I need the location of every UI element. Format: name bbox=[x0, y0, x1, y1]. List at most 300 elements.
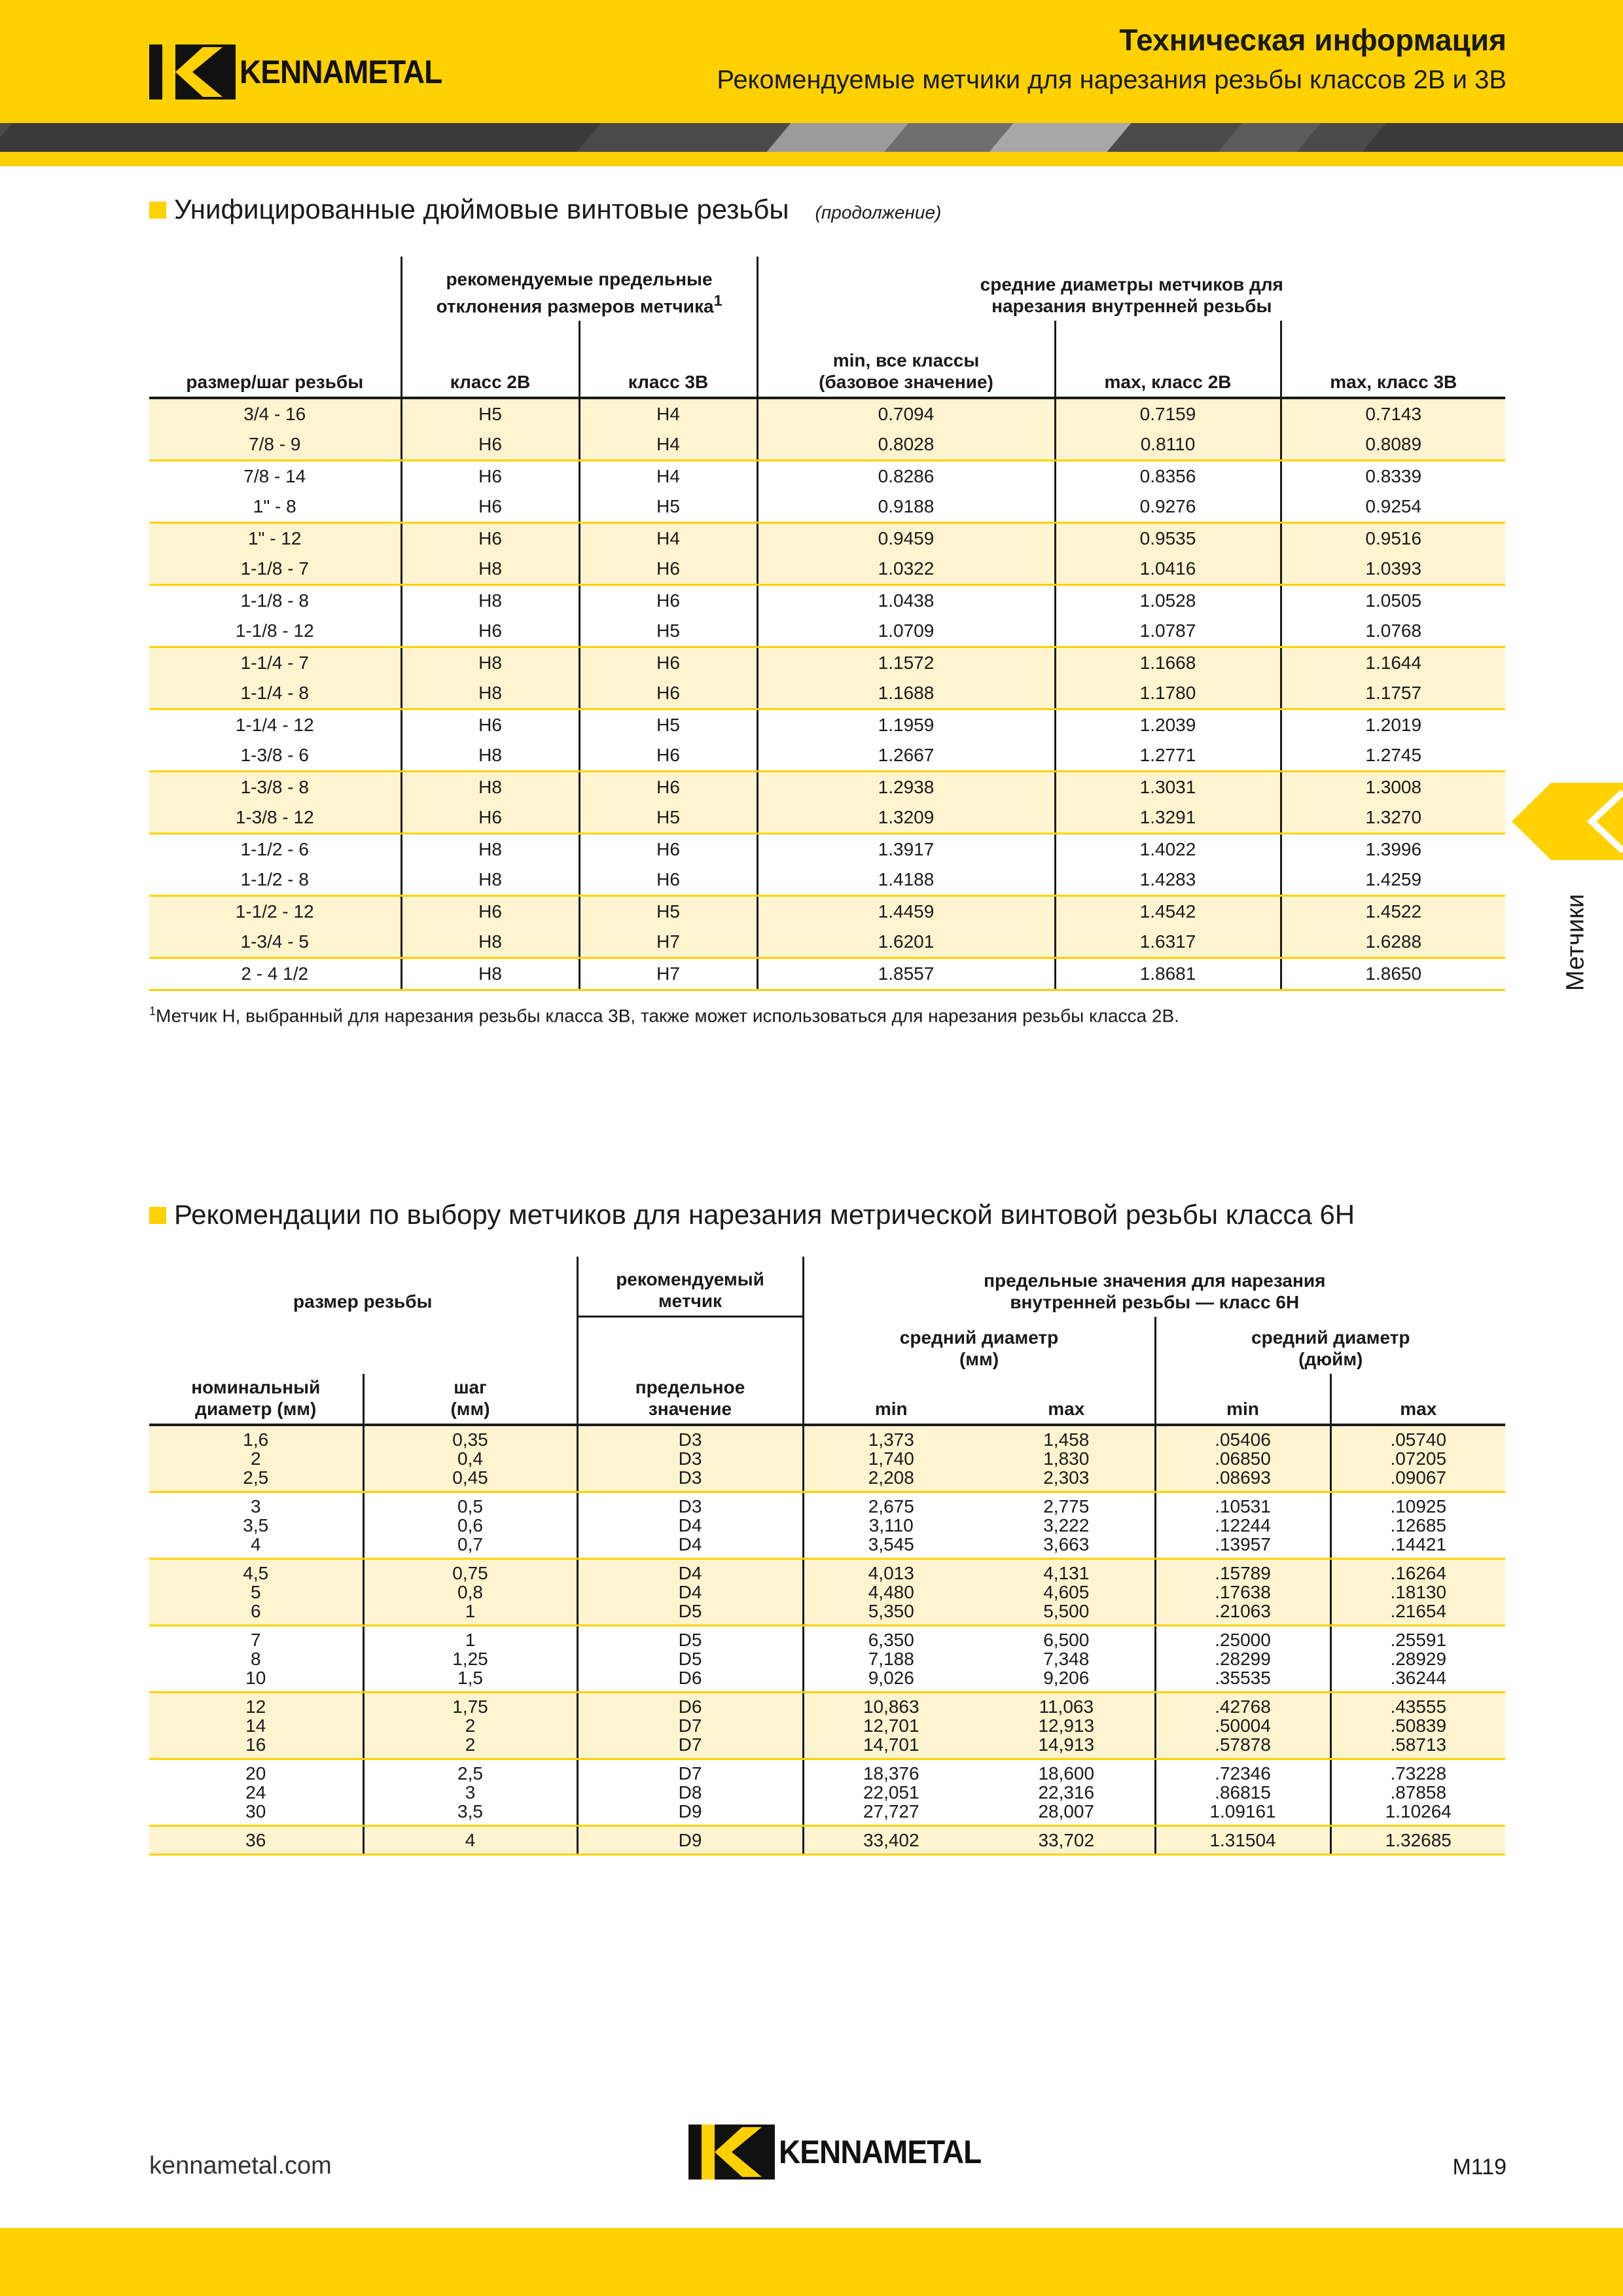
table-cell: 0.7143 bbox=[1281, 398, 1505, 429]
table-cell: H6 bbox=[579, 834, 757, 865]
table-cell: 1-1/2 - 6 bbox=[240, 839, 309, 859]
cell-value: 22,051 bbox=[863, 1782, 919, 1803]
cell-value: 0,45 bbox=[452, 1467, 488, 1488]
cell-value: 1,5 bbox=[457, 1668, 483, 1688]
table-cell bbox=[1155, 1826, 1330, 1855]
table-cell: H5 bbox=[579, 802, 757, 834]
table-cell bbox=[149, 1826, 363, 1855]
table-cell: H6 bbox=[579, 740, 757, 772]
table-cell bbox=[577, 1492, 803, 1559]
section-square-icon bbox=[149, 202, 166, 219]
cell-value: .25000 bbox=[1215, 1630, 1271, 1650]
table-cell: 0.7159 bbox=[1055, 398, 1281, 429]
cell-value: 0,6 bbox=[457, 1515, 483, 1535]
table-row bbox=[149, 896, 1505, 927]
cell-value: 5,350 bbox=[868, 1601, 914, 1621]
table-cell bbox=[149, 1759, 363, 1826]
cell-value: 4 bbox=[250, 1534, 261, 1554]
cell-value: .35535 bbox=[1215, 1668, 1271, 1688]
table-cell: 1-1/8 - 12 bbox=[149, 616, 401, 647]
table-cell bbox=[803, 1759, 978, 1826]
col-inch-min: min bbox=[1155, 1374, 1330, 1425]
table-cell: 1.0438 bbox=[757, 585, 1055, 617]
cell-value: 20 bbox=[245, 1763, 266, 1784]
col-min: min, все классы (базовое значение) bbox=[757, 321, 1055, 398]
cell-value: .50004 bbox=[1215, 1715, 1271, 1736]
inch-thread-table-body bbox=[149, 398, 1505, 990]
cell-value: 33,702 bbox=[1038, 1830, 1095, 1850]
cell-value: .18130 bbox=[1390, 1582, 1447, 1602]
table-cell: H7 bbox=[579, 927, 757, 958]
cell-value: 12,913 bbox=[1038, 1715, 1095, 1736]
cell-value: 1,458 bbox=[1043, 1429, 1090, 1450]
table-cell: 1.0709 bbox=[757, 616, 1055, 647]
table-cell: H6 bbox=[401, 429, 579, 461]
table-cell: H6 bbox=[579, 772, 757, 803]
cell-value: 12 bbox=[245, 1696, 266, 1717]
col-mm-max: max bbox=[978, 1374, 1155, 1425]
table-cell: 1.1780 bbox=[1055, 678, 1281, 709]
cell-value: D3 bbox=[678, 1467, 702, 1488]
cell-value: .13957 bbox=[1215, 1534, 1271, 1554]
table-row bbox=[149, 647, 1505, 679]
table-cell: 1.2938 bbox=[757, 772, 1055, 803]
table-cell bbox=[363, 1425, 577, 1492]
table-cell: 0.8286 bbox=[757, 461, 1055, 492]
cell-value: 14 bbox=[245, 1715, 266, 1736]
cell-value: .12244 bbox=[1215, 1515, 1271, 1535]
cell-value: 2,208 bbox=[868, 1467, 914, 1488]
table-cell bbox=[363, 1693, 577, 1759]
metric-thread-table bbox=[149, 1257, 1505, 1856]
section2-heading bbox=[149, 1199, 1355, 1230]
cell-value: 14,701 bbox=[863, 1734, 919, 1755]
cell-value: 1,75 bbox=[452, 1696, 488, 1717]
cell-value: .42768 bbox=[1215, 1696, 1271, 1717]
header-thin-band bbox=[0, 152, 1623, 166]
table-cell: 1.4459 bbox=[757, 896, 1055, 927]
cell-value: 2,775 bbox=[1043, 1496, 1090, 1516]
section1-title: Унифицированные дюймовые винтовые резьбы bbox=[174, 194, 789, 224]
cell-value: D3 bbox=[678, 1448, 702, 1469]
table-cell bbox=[978, 1559, 1155, 1626]
col-class-3b: класс 3В bbox=[579, 321, 757, 398]
table-cell: H6 bbox=[401, 461, 579, 492]
col-limit-value: предельное значение bbox=[577, 1374, 803, 1425]
table-cell bbox=[149, 1492, 363, 1559]
table-cell: 1-1/2 - 8 bbox=[149, 865, 401, 896]
table-row bbox=[149, 429, 1505, 461]
cell-value: 0,8 bbox=[457, 1582, 483, 1602]
table-cell: H5 bbox=[579, 616, 757, 647]
cell-value: .16264 bbox=[1390, 1563, 1447, 1583]
cell-value: 1 bbox=[465, 1630, 476, 1650]
cell-value: D4 bbox=[678, 1582, 702, 1602]
page-number: M119 bbox=[1452, 2155, 1507, 2179]
cell-value: .08693 bbox=[1215, 1467, 1271, 1488]
cell-value: 5 bbox=[250, 1582, 261, 1602]
table-row bbox=[149, 709, 1505, 741]
table-cell: H8 bbox=[401, 834, 579, 865]
cell-value: D7 bbox=[678, 1763, 702, 1784]
table-cell: 1.8557 bbox=[757, 958, 1055, 990]
table-cell: 0.8339 bbox=[1281, 461, 1505, 492]
table-cell: H8 bbox=[401, 865, 579, 896]
cell-value: D4 bbox=[678, 1515, 702, 1535]
table-cell: 1.1688 bbox=[757, 678, 1055, 709]
table-row bbox=[149, 772, 1505, 803]
cell-value: 4 bbox=[465, 1830, 476, 1850]
table-cell: 1.4022 bbox=[1055, 834, 1281, 865]
table-cell: 1.1572 bbox=[757, 647, 1055, 679]
table-cell: 2 - 4 1/2 bbox=[149, 958, 401, 990]
cell-value: 3,5 bbox=[243, 1515, 269, 1535]
cell-value: 6,350 bbox=[868, 1630, 914, 1650]
cell-value: 3,5 bbox=[457, 1801, 483, 1821]
table-cell: 1-3/8 - 12 bbox=[149, 802, 401, 834]
table-cell: H4 bbox=[579, 429, 757, 461]
cell-value: .58713 bbox=[1390, 1734, 1447, 1755]
table-cell: 1.4259 bbox=[1281, 865, 1505, 896]
cell-value: 7,188 bbox=[868, 1649, 914, 1669]
cell-value: .10531 bbox=[1215, 1496, 1271, 1516]
cell-value: .28929 bbox=[1390, 1649, 1447, 1669]
cell-value: D3 bbox=[678, 1429, 702, 1450]
table-cell: 1.4542 bbox=[1055, 896, 1281, 927]
col-size: размер/шаг резьбы bbox=[149, 321, 401, 398]
cell-value: 1,740 bbox=[868, 1448, 914, 1469]
table-row bbox=[149, 958, 1505, 990]
table-row bbox=[149, 1826, 1505, 1855]
cell-value: 7 bbox=[250, 1630, 261, 1650]
table-cell: 1.0393 bbox=[1281, 554, 1505, 585]
table-cell: H6 bbox=[579, 585, 757, 617]
table-cell: 1.1644 bbox=[1281, 647, 1505, 679]
cell-value: .86815 bbox=[1215, 1782, 1271, 1803]
cell-value: 18,600 bbox=[1038, 1763, 1095, 1784]
footer-logo bbox=[688, 2125, 999, 2179]
cell-value: 1,830 bbox=[1043, 1448, 1090, 1469]
table-cell: H4 bbox=[579, 523, 757, 554]
cell-value: D6 bbox=[678, 1696, 702, 1717]
cell-value: .12685 bbox=[1390, 1515, 1447, 1535]
cell-value: 1.10264 bbox=[1385, 1801, 1452, 1821]
section2-title: Рекомендации по выбору метчиков для нарезания метрической винтовой резьбы класса 6H bbox=[174, 1199, 1355, 1230]
table-cell: 0.7094 bbox=[757, 398, 1055, 429]
table-cell: 1.3270 bbox=[1281, 802, 1505, 834]
table-cell: 1.0505 bbox=[1281, 585, 1505, 617]
table-cell: 1.4283 bbox=[1055, 865, 1281, 896]
cell-value: 10 bbox=[245, 1668, 266, 1688]
table-cell bbox=[978, 1826, 1155, 1855]
table-cell: 1.6201 bbox=[757, 927, 1055, 958]
cell-value: 1,373 bbox=[868, 1429, 914, 1450]
table-row bbox=[149, 865, 1505, 896]
page-title: Техническая информация bbox=[1119, 23, 1507, 57]
header-size-group: размер резьбы bbox=[293, 1291, 433, 1312]
table-row bbox=[149, 1492, 1505, 1559]
table-cell: H4 bbox=[579, 398, 757, 429]
table-cell bbox=[1155, 1693, 1330, 1759]
table-row bbox=[149, 834, 1505, 865]
cell-value: 0,5 bbox=[457, 1496, 483, 1516]
cell-value: D5 bbox=[678, 1601, 702, 1621]
table-cell bbox=[803, 1693, 978, 1759]
table-cell: 1.1668 bbox=[1055, 647, 1281, 679]
cell-value: .10925 bbox=[1390, 1496, 1447, 1516]
table-cell: H8 bbox=[401, 678, 579, 709]
section-square-icon bbox=[149, 1207, 166, 1224]
table-cell bbox=[1330, 1492, 1505, 1559]
cell-value: D3 bbox=[678, 1496, 702, 1516]
cell-value: 1.31504 bbox=[1209, 1830, 1276, 1850]
header-inch-group: средний диаметр (дюйм) bbox=[1155, 1317, 1505, 1374]
table-cell: 1-1/8 - 7 bbox=[149, 554, 401, 585]
table-cell: 1-1/4 - 8 bbox=[149, 678, 401, 709]
col-max-3b: max, класс 3В bbox=[1281, 321, 1505, 398]
table-row bbox=[149, 740, 1505, 772]
section1-heading bbox=[149, 194, 941, 225]
cell-value: D9 bbox=[678, 1830, 702, 1850]
table-row bbox=[149, 678, 1505, 709]
table-cell: 0.9516 bbox=[1281, 523, 1505, 554]
table-cell: 0.9535 bbox=[1055, 523, 1281, 554]
footer-url[interactable]: kennametal.com bbox=[149, 2152, 332, 2179]
cell-value: .17638 bbox=[1215, 1582, 1271, 1602]
table-cell bbox=[1330, 1826, 1505, 1855]
cell-value: 1.09161 bbox=[1209, 1801, 1276, 1821]
cell-value: .72346 bbox=[1215, 1763, 1271, 1784]
table-row bbox=[149, 585, 1505, 617]
table-cell bbox=[1155, 1492, 1330, 1559]
kennametal-logo-icon bbox=[149, 45, 236, 99]
table-row bbox=[149, 1425, 1505, 1492]
table-cell: 1-1/4 - 12 bbox=[235, 715, 314, 735]
table-cell: 1.0416 bbox=[1055, 554, 1281, 585]
table-cell bbox=[577, 1759, 803, 1826]
table-cell: H6 bbox=[579, 865, 757, 896]
col-inch-max: max bbox=[1330, 1374, 1505, 1425]
table-cell bbox=[978, 1693, 1155, 1759]
table-cell: 1.6317 bbox=[1055, 927, 1281, 958]
cell-value: 18,376 bbox=[863, 1763, 919, 1784]
table-cell bbox=[149, 1425, 363, 1492]
table-cell: 1.6288 bbox=[1281, 927, 1505, 958]
table-row bbox=[149, 1559, 1505, 1626]
cell-value: 36 bbox=[245, 1830, 266, 1850]
cell-value: 1 bbox=[465, 1601, 476, 1621]
cell-value: 1,6 bbox=[243, 1429, 269, 1450]
col-class-2b: класс 2В bbox=[401, 321, 579, 398]
cell-value: .09067 bbox=[1390, 1467, 1447, 1488]
table-cell bbox=[577, 1826, 803, 1855]
table-row bbox=[149, 523, 1505, 554]
table-row bbox=[149, 492, 1505, 523]
table-cell: 1.2771 bbox=[1055, 740, 1281, 772]
table-cell bbox=[803, 1626, 978, 1693]
table-cell bbox=[1330, 1626, 1505, 1693]
table-row bbox=[149, 1759, 1505, 1826]
cell-value: 11,063 bbox=[1039, 1696, 1094, 1717]
table-cell bbox=[978, 1425, 1155, 1492]
table-cell: H8 bbox=[401, 647, 579, 679]
table-cell: H6 bbox=[401, 523, 579, 554]
section1-note: (продолжение) bbox=[815, 202, 942, 223]
header-pitch-group: средние диаметры метчиков для нарезания внутренней резьбы bbox=[980, 274, 1283, 316]
table-cell: H8 bbox=[401, 772, 579, 803]
table-cell: 1-1/2 - 12 bbox=[149, 896, 401, 927]
table-row bbox=[149, 927, 1505, 958]
table-cell: 1-1/4 - 7 bbox=[149, 647, 401, 679]
cell-value: 0,35 bbox=[452, 1429, 488, 1450]
cell-value: 2,675 bbox=[868, 1496, 914, 1516]
table-cell: 1.8681 bbox=[1055, 958, 1281, 990]
kennametal-logo-icon bbox=[688, 2125, 775, 2179]
table-row bbox=[149, 616, 1505, 647]
col-nominal-diameter: номинальный диаметр (мм) bbox=[149, 1374, 363, 1425]
table-cell bbox=[803, 1559, 978, 1626]
table-cell: 1.0322 bbox=[757, 554, 1055, 585]
table-cell: H6 bbox=[401, 802, 579, 834]
metric-thread-table-body bbox=[149, 1425, 1505, 1855]
table-cell bbox=[978, 1759, 1155, 1826]
table-cell bbox=[149, 1559, 363, 1626]
cell-value: .21654 bbox=[1390, 1601, 1447, 1621]
table-cell bbox=[363, 1826, 577, 1855]
table-row bbox=[149, 802, 1505, 834]
table-cell bbox=[363, 1559, 577, 1626]
cell-value: D7 bbox=[678, 1734, 702, 1755]
table-cell: H8 bbox=[401, 585, 579, 617]
cell-value: 3 bbox=[250, 1496, 261, 1516]
table-cell: 0.9254 bbox=[1281, 492, 1505, 523]
table-cell: 3/4 - 16 bbox=[149, 398, 401, 429]
table-cell: 1.4188 bbox=[757, 865, 1055, 896]
table-cell: H8 bbox=[401, 958, 579, 990]
cell-value: 2 bbox=[465, 1715, 476, 1736]
cell-value: D6 bbox=[678, 1668, 702, 1688]
side-tab-arrow-icon bbox=[1512, 783, 1623, 860]
cell-value: .43555 bbox=[1390, 1696, 1447, 1717]
table-cell: 0.8028 bbox=[757, 429, 1055, 461]
cell-value: 8 bbox=[250, 1649, 261, 1669]
table-cell bbox=[978, 1626, 1155, 1693]
table-cell: H6 bbox=[401, 896, 579, 927]
table-cell: 1-3/4 - 5 bbox=[149, 927, 401, 958]
cell-value: .06850 bbox=[1215, 1448, 1271, 1469]
table-cell: 1.3209 bbox=[757, 802, 1055, 834]
cell-value: 3,545 bbox=[868, 1534, 914, 1554]
table-row bbox=[149, 461, 1505, 492]
cell-value: D5 bbox=[678, 1630, 702, 1650]
col-pitch: шаг (мм) bbox=[363, 1374, 577, 1425]
table-cell bbox=[363, 1759, 577, 1826]
col-mm-min: min bbox=[803, 1374, 978, 1425]
col-max-2b: max, класс 2В bbox=[1055, 321, 1281, 398]
cell-value: 28,007 bbox=[1038, 1801, 1095, 1821]
table-cell bbox=[149, 1693, 363, 1759]
table-cell: H6 bbox=[401, 492, 579, 523]
cell-value: 30 bbox=[245, 1801, 266, 1821]
cell-value: 1.32685 bbox=[1385, 1830, 1452, 1850]
footer-band bbox=[0, 2228, 1623, 2296]
table-cell: H5 bbox=[579, 709, 757, 741]
table-cell: H6 bbox=[401, 709, 579, 741]
cell-value: 0,75 bbox=[452, 1563, 488, 1583]
table-cell bbox=[363, 1492, 577, 1559]
header-mm-group: средний диаметр (мм) bbox=[803, 1317, 1155, 1374]
table-cell: H5 bbox=[579, 896, 757, 927]
cell-value: .36244 bbox=[1390, 1668, 1447, 1688]
header-logo bbox=[149, 45, 459, 99]
table-row bbox=[149, 398, 1505, 429]
table-cell bbox=[577, 1693, 803, 1759]
table-row bbox=[149, 1626, 1505, 1693]
table-cell bbox=[803, 1826, 978, 1855]
table-cell: 1.3031 bbox=[1055, 772, 1281, 803]
table-cell: 1.2745 bbox=[1281, 740, 1505, 772]
table-cell: 0.8356 bbox=[1055, 461, 1281, 492]
cell-value: 0,4 bbox=[457, 1448, 483, 1469]
table-cell bbox=[577, 1559, 803, 1626]
table-cell bbox=[577, 1425, 803, 1492]
header-stripe bbox=[0, 123, 1623, 152]
table-cell bbox=[577, 1626, 803, 1693]
cell-value: .15789 bbox=[1215, 1563, 1271, 1583]
table-cell bbox=[1330, 1425, 1505, 1492]
cell-value: 4,605 bbox=[1043, 1582, 1090, 1602]
cell-value: 6 bbox=[250, 1601, 261, 1621]
header-tap-group: рекомендуемый метчик bbox=[577, 1257, 803, 1317]
cell-value: 2,5 bbox=[243, 1467, 269, 1488]
table-cell bbox=[803, 1492, 978, 1559]
table-cell bbox=[1330, 1559, 1505, 1626]
table-cell: 1-3/8 - 6 bbox=[149, 740, 401, 772]
table-cell: H6 bbox=[579, 647, 757, 679]
cell-value: 24 bbox=[245, 1782, 266, 1803]
cell-value: D9 bbox=[678, 1801, 702, 1821]
cell-value: .05740 bbox=[1390, 1429, 1447, 1450]
cell-value: 3,663 bbox=[1043, 1534, 1090, 1554]
table-cell: H6 bbox=[579, 678, 757, 709]
table-cell: H4 bbox=[579, 461, 757, 492]
cell-value: 0,7 bbox=[457, 1534, 483, 1554]
table-cell: 1.0787 bbox=[1055, 616, 1281, 647]
table-cell: 0.8089 bbox=[1281, 429, 1505, 461]
table-cell bbox=[1155, 1759, 1330, 1826]
cell-value: 4,480 bbox=[868, 1582, 914, 1602]
cell-value: D4 bbox=[678, 1534, 702, 1554]
table-cell bbox=[1155, 1559, 1330, 1626]
table-cell: 1.4522 bbox=[1281, 896, 1505, 927]
cell-value: 27,727 bbox=[863, 1801, 919, 1821]
cell-value: D5 bbox=[678, 1649, 702, 1669]
cell-value: D7 bbox=[678, 1715, 702, 1736]
footer-logo-text: KENNAMETAL bbox=[779, 2134, 982, 2170]
table-cell: 1" - 12 bbox=[149, 523, 401, 554]
cell-value: 2,303 bbox=[1043, 1467, 1090, 1488]
table-cell: H5 bbox=[401, 398, 579, 429]
header-tolerance-group: рекомендуемые предельные отклонения размеров метчика$^1$ bbox=[401, 257, 757, 321]
table-cell bbox=[1155, 1626, 1330, 1693]
cell-value: 1,25 bbox=[452, 1649, 488, 1669]
table-cell: H8 bbox=[401, 740, 579, 772]
table-cell: 1.1757 bbox=[1281, 678, 1505, 709]
cell-value: 14,913 bbox=[1038, 1734, 1095, 1755]
cell-value: 16 bbox=[245, 1734, 266, 1755]
cell-value: 4,5 bbox=[243, 1563, 269, 1583]
cell-value: 10,863 bbox=[863, 1696, 919, 1717]
